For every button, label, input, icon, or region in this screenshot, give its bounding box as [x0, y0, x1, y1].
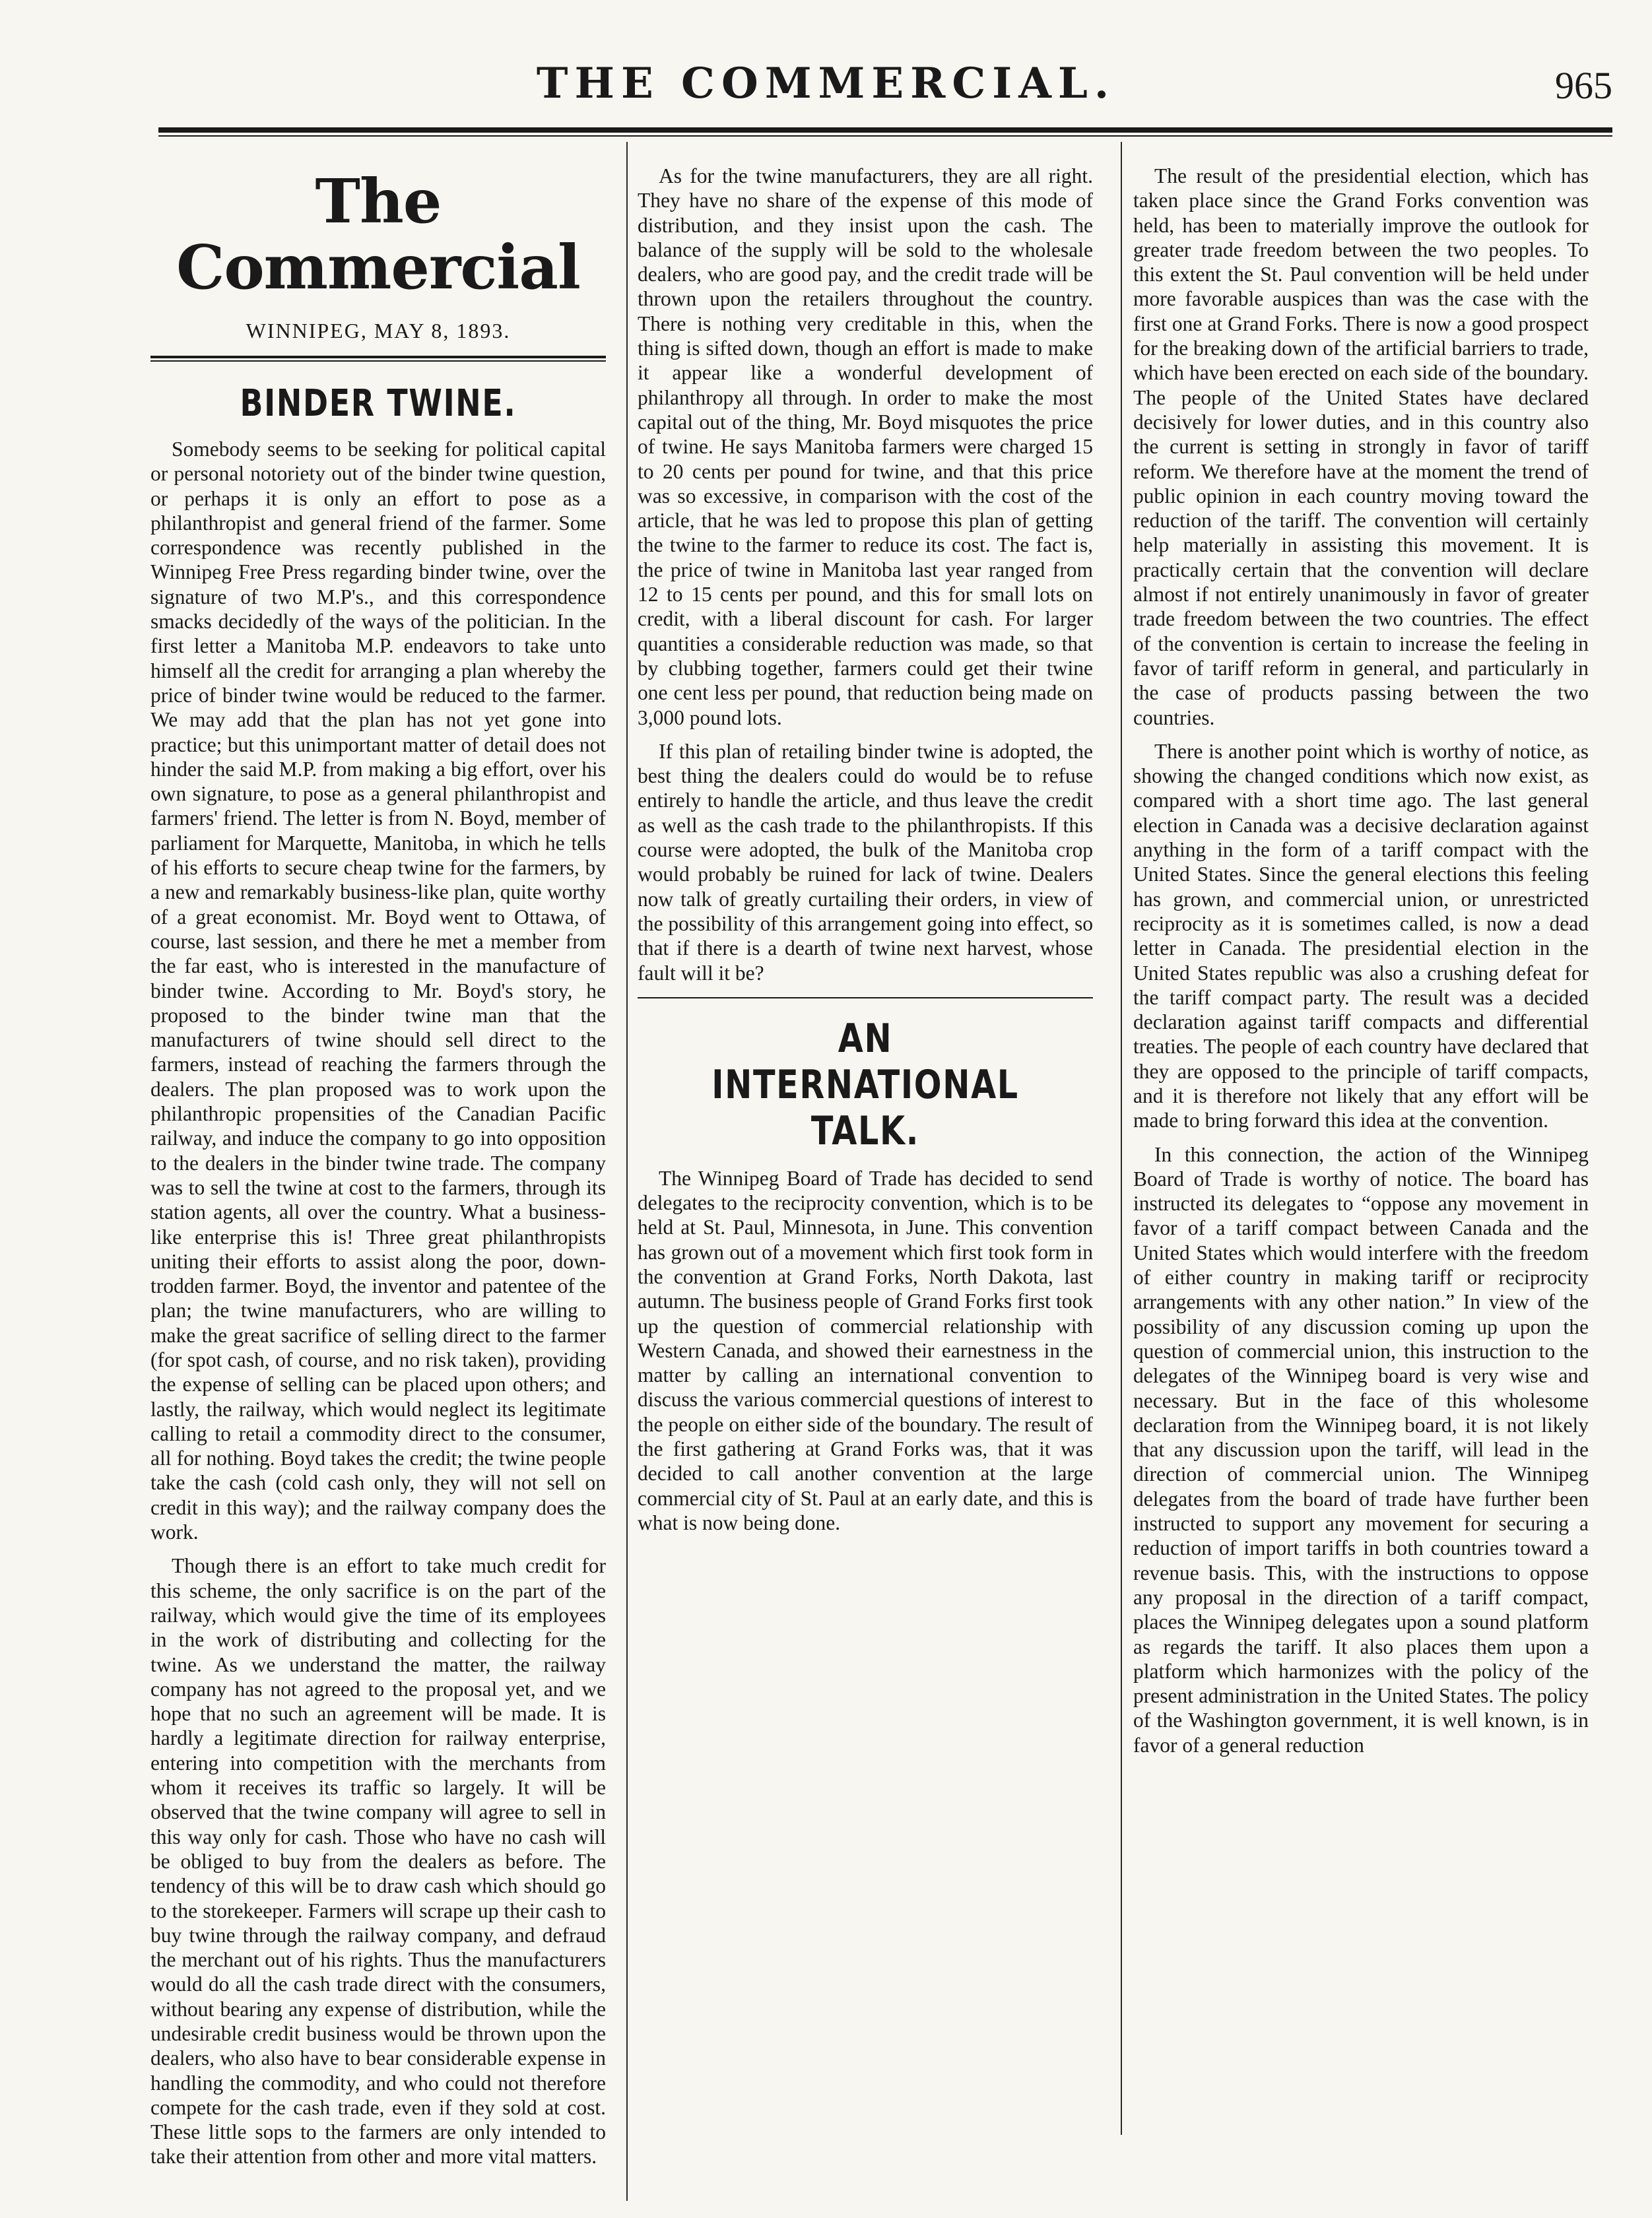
column-divider: [626, 142, 628, 2201]
column-divider: [1121, 142, 1122, 2135]
article-headline-international-talk: AN INTERNATIONAL TALK.: [711, 1015, 1019, 1154]
dateline: WINNIPEG, MAY 8, 1893.: [246, 319, 511, 342]
article-separator: [638, 997, 1093, 998]
article-paragraph: If this plan of retailing binder twine is adopted, the best thing the dealers could do would be to refuse entirely to handle the article, and thus leave the credit as well as the cash trade to the philanthropists. If this course were adopted, the bulk of the Manitoba crop would probably be ruined for lack of twine. Dealers now talk of greatly curtailing their orders, in view of the possibility of this arrangement going into effect, so that if there is a dearth of twine next harvest, whose fault will it be?: [638, 739, 1093, 985]
dateline-double-rule: [150, 357, 606, 362]
page-header: [0, 0, 1652, 132]
running-title: THE COMMERCIAL.: [536, 59, 1116, 108]
article-paragraph: In this connection, the action of the Winnipeg Board of Trade is worthy of notice. The board has instructed its delegates to “oppose any movement in favor of a tariff compact between Canada and the United States which would interfere with the freedom of either country in making tariff or reciprocity arrangements with any other nation.” In view of the possibility of any discussion coming up upon the question of commercial union, this instruction to the delegates of the Winnipeg board is very wise and necessary. But in the face of this wholesome declaration from the Winnipeg board, it is not likely that any discussion upon the tariff, will lead in the direction of commercial union. The Winnipeg delegates from the board of trade have further been instructed to support any movement for securing a reduction of import tariffs in both countries toward a revenue basis. This, with the instructions to oppose any proposal in the direction of a tariff compact, places the Winnipeg delegates upon a sound platform as regards the tariff. It also places them upon a platform which harmonizes with the policy of the present administration in the United States. The policy of the Washington government, it is well known, is in favor of a general reduction: [1133, 1142, 1589, 1757]
article-paragraph: There is another point which is worthy of notice, as showing the changed conditions which now exist, as compared with a short time ago. The last general election in Canada was a decisive declaration against anything in the form of a tariff compact with the United States. Since the general elections this feeling has grown, and commercial union, or unrestricted reciprocity as it is sometimes called, is now a dead letter in Canada. The presidential election in the United States republic was also a crushing defeat for the tariff compact party. The result was a decided declaration against tariff compacts and differential treaties. The people of each country have declared that they are opposed to the principle of tariff compacts, and it is therefore not likely that any effort will be made to bring forward this idea at the convention.: [1133, 739, 1589, 1132]
article-paragraph: The result of the presidential election, which has taken place since the Grand Forks convention was held, has been to materially improve the outlook for greater trade freedom between the two peoples. To this extent the St. Paul convention will be held under more favorable auspices than was the case with the first one at Grand Forks. There is now a good prospect for the breaking down of the artificial barriers to trade, which have been erected on each side of the boundary. The people of the United States have declared decisively for lower duties, and in this country also the current is setting in strongly in favor of tariff reform. We therefore have at the moment the trend of public opinion in each country moving toward the reduction of the tariff. The convention will certainly help materially in assisting this movement. It is practically certain that the convention will declare almost if not entirely unanimously in favor of greater trade freedom between the two countries. The effect of the convention is certain to increase the feeling in favor of tariff reform in general, and particularly in the case of products passing between the two countries.: [1133, 164, 1589, 729]
page-number: 965: [1555, 64, 1612, 107]
header-rule: [158, 127, 1612, 133]
article-paragraph: Though there is an effort to take much credit for this scheme, the only sacrifice is on the part of the railway, which would give the time of its employees in the work of distributing and collecting for the twine. As we understand the matter, the railway company has not agreed to the proposal yet, and we hope that no such an agreement will be made. It is hardly a legitimate direction for railway enterprise, entering into competition with the merchants from whom it receives its traffic so largely. It will be observed that the twine company will agree to sell in this way only for cash. Those who have no cash will be obliged to buy from the dealers as before. The tendency of this will be to draw cash which should go to the storekeeper. Farmers will scrape up their cash to buy twine through the railway company, and defraud the merchant out of his rights. Thus the manufacturers would do all the cash trade direct with the consumers, without bearing any expense of distribution, while the undesirable credit business would be thrown upon the dealers, who also have to bear considerable expense in handling the commodity, and who could not therefore compete for the cash trade, even if they sold at cost. These little sops to the farmers are only intended to take their attention from other and more vital matters.: [150, 1554, 606, 2169]
article-headline-binder-twine: BINDER TWINE.: [240, 382, 517, 425]
header-rule-thin: [158, 135, 1612, 137]
article-paragraph: The Winnipeg Board of Trade has decided to send delegates to the reciprocity convention, which is to be held at St. Paul, Minnesota, in June. This convention has grown out of a movement which first took form in the convention at Grand Forks, North Dakota, last autumn. The business people of Grand Forks first took up the question of commercial relationship with Western Canada, and showed their earnestness in the matter by calling an international convention to discuss the various commercial questions of interest to the people on either side of the boundary. The result of the first gathering at Grand Forks was, that it was decided to call another convention at the large commercial city of St. Paul at an early date, and this is what is now being done.: [638, 1166, 1093, 1534]
masthead-title: The Commercial: [176, 166, 580, 303]
article-paragraph: As for the twine manufacturers, they are all right. They have no share of the expense of this mode of distribution, and they insist upon the cash. The balance of the supply will be sold to the wholesale dealers, who are good pay, and the credit trade will be thrown upon the retailers throughout the country. There is nothing very creditable in this, when the thing is sifted down, though an effort is made to make it appear like a wonderful development of philanthropy all through. In order to make the most capital out of the thing, Mr. Boyd misquotes the price of twine. He says Manitoba farmers were charged 15 to 20 cents per pound for twine, and that this price was so excessive, in comparison with the cost of the article, that he was led to propose this plan of getting the twine to the farmer to reduce its cost. The fact is, the price of twine in Manitoba last year ranged from 12 to 15 cents per pound, and this for small lots on credit, with a liberal discount for cash. For larger quantities a considerable reduction was made, so that by clubbing together, farmers could get their twine one cent less per pound, that reduction being made on 3,000 pound lots.: [638, 164, 1093, 729]
column-2: [638, 164, 1093, 1535]
column-1: [150, 168, 606, 2169]
article-paragraph: Somebody seems to be seeking for political capital or personal notoriety out of the binder twine question, or perhaps it is only an effort to pose as a philanthropist and general friend of the farmer. Some correspondence was recently published in the Winnipeg Free Press regarding binder twine, over the signature of two M.P's., and this correspondence smacks decidedly of the ways of the politician. In the first letter a Manitoba M.P. endeavors to take unto himself all the credit for arranging a plan whereby the price of binder twine would be reduced to the farmer. We may add that the plan has not yet gone into practice; but this unimportant matter of detail does not hinder the said M.P. from making a big effort, over his own signature, to pose as a general philanthropist and farmers' friend. The letter is from N. Boyd, member of parliament for Marquette, Manitoba, in which he tells of his efforts to secure cheap twine for the farmers, by a new and remarkably business-like plan, quite worthy of a great economist. Mr. Boyd went to Ottawa, of course, last session, and there he met a member from the far east, who is interested in the manufacture of binder twine. According to Mr. Boyd's story, he proposed to the binder twine man that the manufacturers of twine should sell direct to the farmers, instead of reaching the farmers through the dealers. The plan proposed was to work upon the philanthropic propensities of the Canadian Pacific railway, and induce the company to go into opposition to the dealers in the binder twine trade. The company was to sell the twine at cost to the farmers, through its station agents, all over the country. What a business-like enterprise this is! Three great philanthropists uniting their efforts to assist along the poor, down-trodden farmer. Boyd, the inventor and patentee of the plan; the twine manufacturers, who are willing to make the great sacrifice of selling direct to the farmer (for spot cash, of course, and no risk taken), providing the expense of selling can be placed upon others; and lastly, the railway, which would neglect its legitimate calling to retail a commodity direct to the consumer, all for nothing. Boyd takes the credit; the twine people take the cash (cold cash only, they will not sell on credit in this way); and the railway company does the work.: [150, 438, 606, 1544]
column-3: [1133, 164, 1589, 1757]
